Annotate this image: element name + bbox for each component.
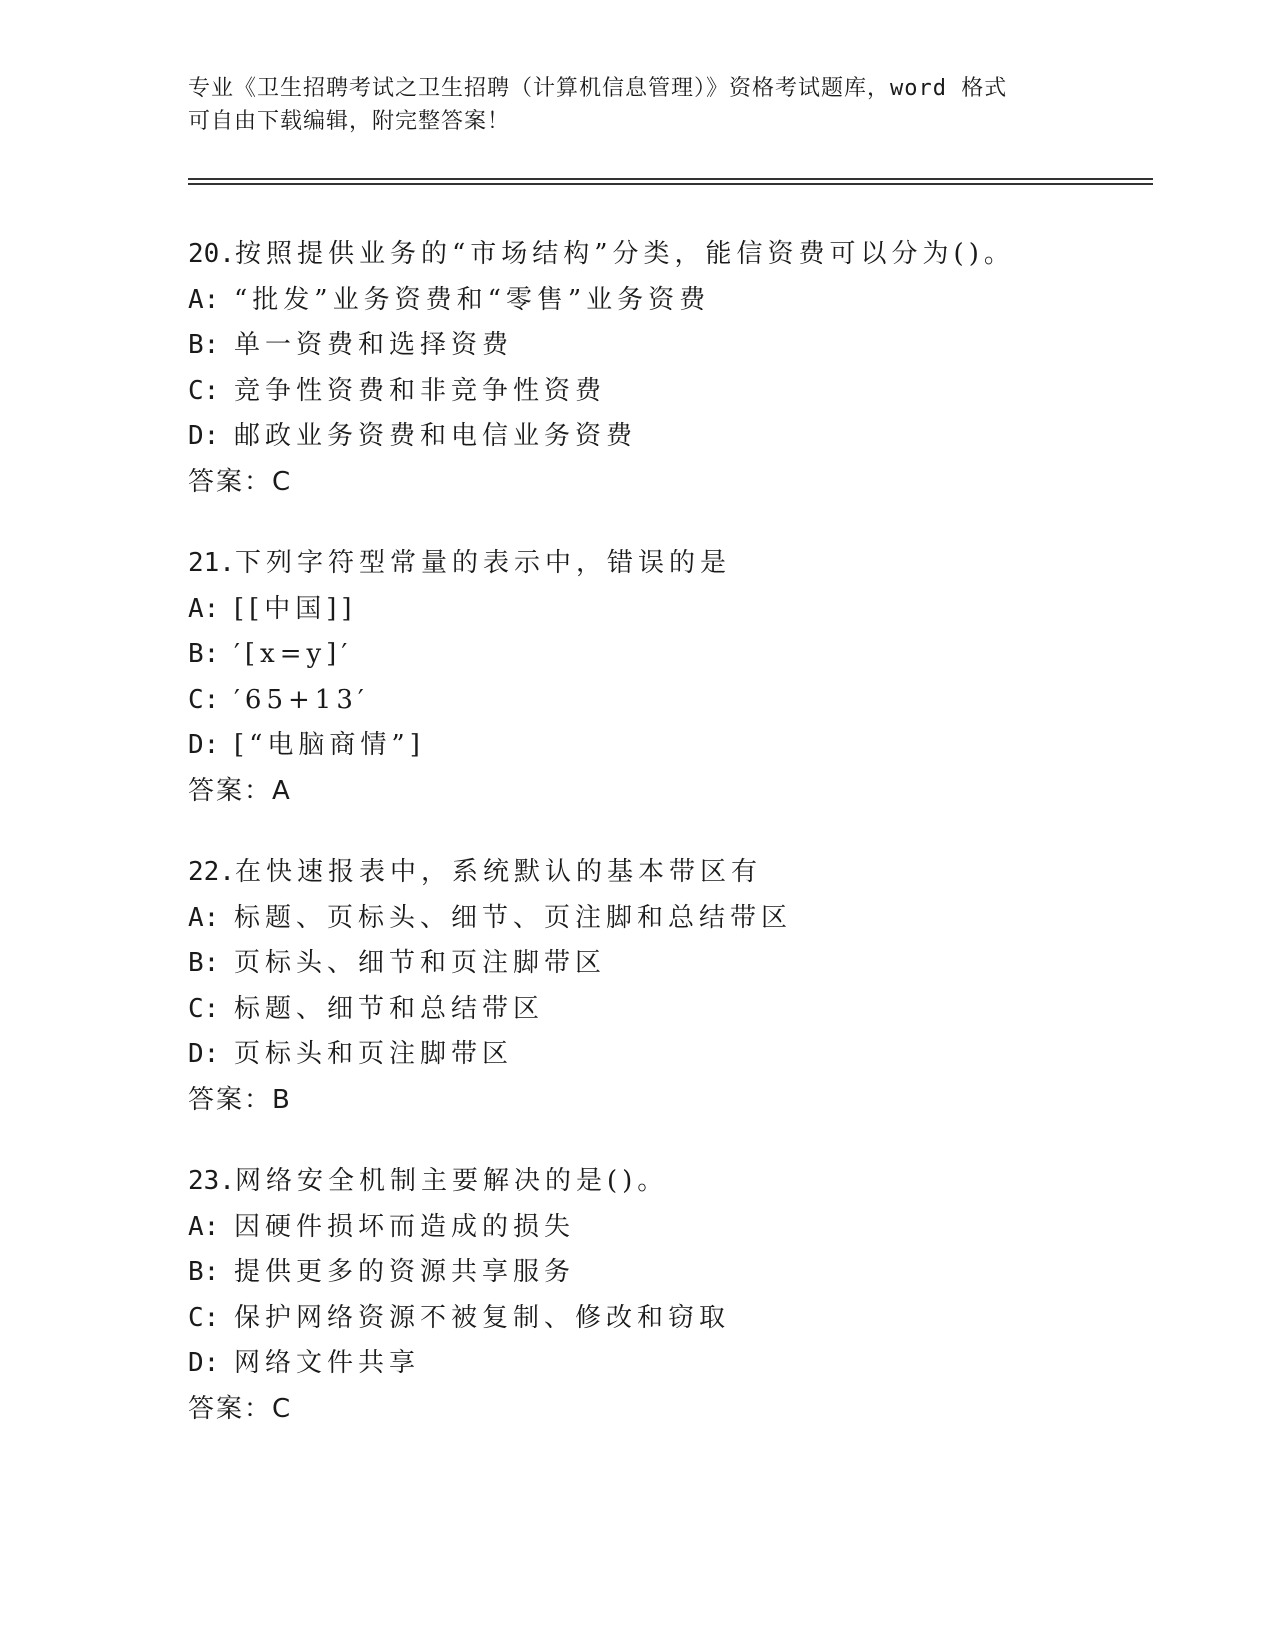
question-number: 20. [188,239,235,269]
option-text: 标题、细节和总结带区 [234,993,545,1024]
header-divider-top [188,178,1153,180]
question-stem [188,541,1148,587]
document-header [188,72,1088,138]
option-letter: A: [188,593,220,624]
option-letter: A: [188,902,220,933]
option-d [188,1032,1148,1078]
option-letter: B: [188,330,220,360]
question-list [188,232,1148,1468]
question-21 [188,541,1148,814]
option-text: 因硬件损坏而造成的损失 [234,1211,576,1242]
question-text: 在快速报表中，系统默认的基本带区有 [234,857,762,887]
option-text: 邮政业务资费和电信业务资费 [234,421,638,451]
answer-line: 答案：A [188,775,292,806]
question-22 [188,850,1148,1123]
question-number: 21. [188,548,235,578]
option-c [188,678,1148,724]
header-line-1: 专业《卫生招聘考试之卫生招聘（计算机信息管理）》资格考试题库，word 格式 [188,76,1008,101]
option-letter: A: [188,1211,220,1242]
option-d [188,414,1148,460]
option-a [188,587,1148,633]
option-d [188,1341,1148,1387]
option-a [188,1205,1148,1251]
option-letter: D: [188,1348,220,1378]
option-text: 页标头、细节和页注脚带区 [234,948,607,978]
option-letter: D: [188,421,220,451]
question-number: 23. [188,1166,235,1196]
option-letter: B: [188,639,220,669]
question-number: 22. [188,857,235,887]
option-text: 保护网络资源不被复制、修改和窃取 [234,1302,731,1333]
question-text: 下列字符型常量的表示中，错误的是 [234,548,731,578]
header-divider-bottom [188,183,1153,185]
question-stem [188,850,1148,896]
option-text: “批发”业务资费和“零售”业务资费 [234,284,711,315]
option-letter: C: [188,684,220,715]
option-text: 提供更多的资源共享服务 [234,1257,576,1287]
option-letter: A: [188,284,220,315]
option-c [188,987,1148,1033]
option-text: ′65+13′ [234,684,369,715]
option-text: 竞争性资费和非竞争性资费 [234,375,607,406]
question-stem [188,1159,1148,1205]
option-a [188,896,1148,942]
option-c [188,369,1148,415]
question-23 [188,1159,1148,1432]
option-letter: D: [188,1039,220,1069]
option-text: [“电脑商情”] [234,730,425,760]
option-letter: C: [188,1302,220,1333]
answer-line: 答案：B [188,1084,292,1115]
option-letter: B: [188,948,220,978]
option-b [188,1250,1148,1296]
header-line-2: 可自由下载编辑，附完整答案！ [188,109,511,134]
option-text: 网络文件共享 [234,1348,421,1378]
option-c [188,1296,1148,1342]
option-a [188,278,1148,324]
option-letter: D: [188,730,220,760]
option-b [188,323,1148,369]
option-text: ′[x=y]′ [234,639,353,669]
question-stem [188,232,1148,278]
option-text: [[中国]] [234,593,357,624]
question-text: 按照提供业务的“市场结构”分类，能信资费可以分为()。 [234,239,1015,269]
option-d [188,723,1148,769]
question-text: 网络安全机制主要解决的是()。 [234,1166,669,1196]
option-letter: B: [188,1257,220,1287]
question-20 [188,232,1148,505]
answer-line: 答案：C [188,466,293,497]
option-text: 单一资费和选择资费 [234,330,514,360]
option-text: 标题、页标头、细节、页注脚和总结带区 [234,902,793,933]
option-b [188,632,1148,678]
option-letter: C: [188,993,220,1024]
answer-line: 答案：C [188,1393,293,1424]
option-b [188,941,1148,987]
option-letter: C: [188,375,220,406]
option-text: 页标头和页注脚带区 [234,1039,514,1069]
